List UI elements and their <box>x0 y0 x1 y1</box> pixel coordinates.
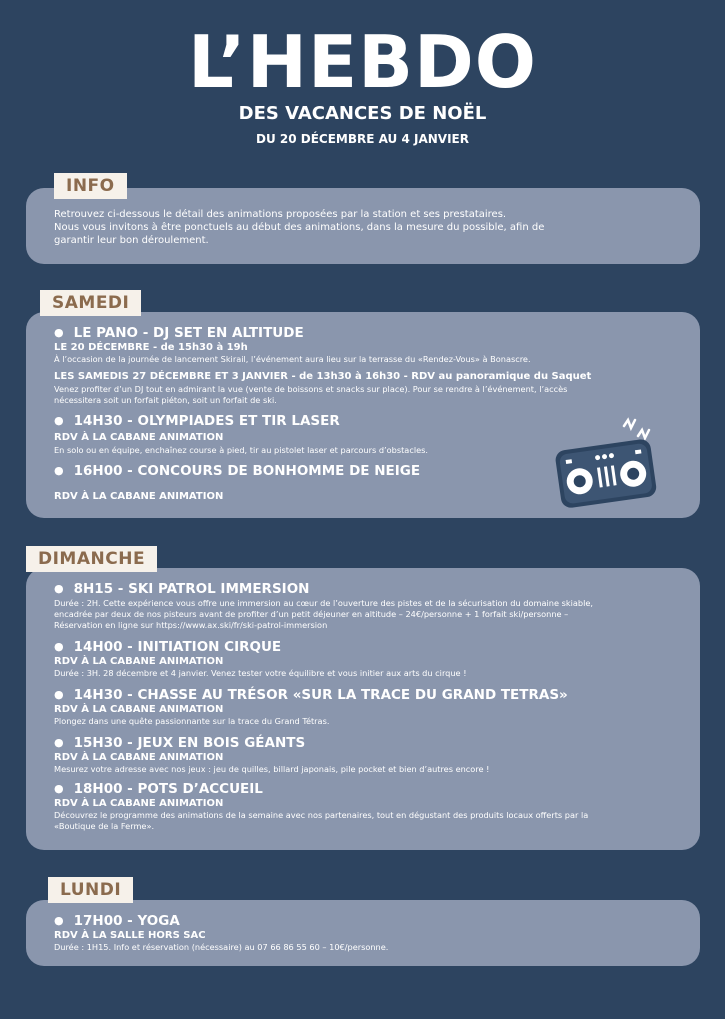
page-subtitle: DES VACANCES DE NOËL <box>238 103 487 124</box>
page-title: L’HEBDO <box>188 20 537 104</box>
event-description: Durée : 2H. Cette expérience vous offre une immersion au cœur de l’ouverture des pistes et de la sécurisation du domaine skiable, <box>54 598 593 608</box>
dj-turntable-icon <box>554 414 666 509</box>
lundi-card <box>26 900 700 966</box>
event-title: ● 17H00 - YOGA <box>54 912 180 930</box>
date-range: DU 20 DÉCEMBRE AU 4 JANVIER <box>256 132 469 146</box>
event-subtitle: RDV À LA CABANE ANIMATION <box>54 432 224 443</box>
event-title: ● 16H00 - CONCOURS DE BONHOMME DE NEIGE <box>54 462 420 480</box>
event-description: Mesurez votre adresse avec nos jeux : jeu de quilles, billard japonais, pile pocket et bien d’autres encore ! <box>54 764 490 774</box>
event-title: ● 8H15 - SKI PATROL IMMERSION <box>54 580 309 598</box>
event-subtitle: RDV À LA CABANE ANIMATION <box>54 656 224 667</box>
event-subtitle: LE 20 DÉCEMBRE - de 15h30 à 19h <box>54 342 248 353</box>
event-description: À l’occasion de la journée de lancement Skirail, l’événement aura lieu sur la terrasse du «Rendez-Vous» à Bonascre. <box>54 354 531 364</box>
event-description: encadrée par deux de nos pisteurs avant de profiter d’un petit déjeuner en altitude – 24€/personne + 1 forfait ski/personne – <box>54 609 569 619</box>
event-description: Découvrez le programme des animations de la semaine avec nos partenaires, tout en dégustant des produits locaux offerts par la <box>54 810 589 820</box>
event-subtitle: RDV À LA SALLE HORS SAC <box>54 930 206 941</box>
event-description: Durée : 3H. 28 décembre et 4 janvier. Venez tester votre équilibre et vous initier aux arts du cirque ! <box>54 668 467 678</box>
tag-dimanche: DIMANCHE <box>26 546 157 572</box>
info-line: garantir leur bon déroulement. <box>54 235 209 246</box>
info-text <box>54 208 674 247</box>
event-description: nécessitera soit un forfait piéton, soit un forfait de ski. <box>54 395 277 405</box>
event-description: Réservation en ligne sur https://www.ax.ski/fr/ski-patrol-immersion <box>54 620 328 630</box>
samedi-card <box>26 312 700 518</box>
event-description: Durée : 1H15. Info et réservation (nécessaire) au 07 66 86 55 60 – 10€/personne. <box>54 942 389 952</box>
event-subtitle: RDV À LA CABANE ANIMATION <box>54 752 224 763</box>
event-title: ● 14H30 - OLYMPIADES ET TIR LASER <box>54 412 340 430</box>
event-description: «Boutique de la Ferme». <box>54 821 155 831</box>
tag-lundi: LUNDI <box>48 877 133 903</box>
event-subtitle: LES SAMEDIS 27 DÉCEMBRE ET 3 JANVIER - de 13h30 à 16h30 - RDV au panoramique du Saquet <box>54 371 592 382</box>
event-description: Plongez dans une quête passionnante sur la trace du Grand Tétras. <box>54 716 330 726</box>
event-title: ● 14H00 - INITIATION CIRQUE <box>54 638 281 656</box>
event-title: ● 15H30 - JEUX EN BOIS GÉANTS <box>54 734 305 752</box>
dimanche-card <box>26 568 700 850</box>
event-subtitle: RDV À LA CABANE ANIMATION <box>54 704 224 715</box>
info-line: Nous vous invitons à être ponctuels au début des animations, dans la mesure du possible, afin de <box>54 222 545 233</box>
event-title: ● 18H00 - POTS D’ACCUEIL <box>54 780 263 798</box>
event-title: ● LE PANO - DJ SET EN ALTITUDE <box>54 324 304 342</box>
tag-info: INFO <box>54 173 127 199</box>
event-subtitle: RDV À LA CABANE ANIMATION <box>54 491 224 502</box>
event-description: En solo ou en équipe, enchaînez course à pied, tir au pistolet laser et parcours d’obstacles. <box>54 445 429 455</box>
event-title: ● 14H30 - CHASSE AU TRÉSOR «SUR LA TRACE DU GRAND TETRAS» <box>54 686 568 704</box>
event-description: Venez profiter d’un DJ tout en admirant la vue (vente de boissons et snacks sur place). Pour se rendre à l’événement, l’accès <box>54 384 568 394</box>
event-subtitle: RDV À LA CABANE ANIMATION <box>54 798 224 809</box>
info-line: Retrouvez ci-dessous le détail des animations proposées par la station et ses prestataires. <box>54 209 507 220</box>
info-card <box>26 188 700 264</box>
tag-samedi: SAMEDI <box>40 290 141 316</box>
